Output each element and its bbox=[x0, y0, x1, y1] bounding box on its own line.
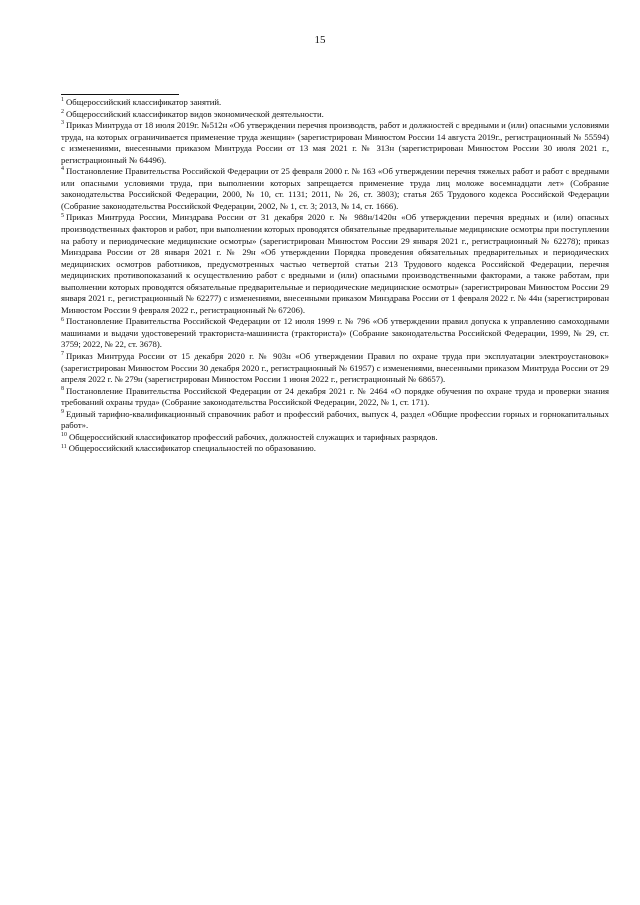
footnote-number: 1 bbox=[61, 97, 64, 104]
footnote-number: 7 bbox=[61, 351, 64, 358]
footnote-text: Общероссийский классификатор профессий рабочих, должностей служащих и тарифных разрядов. bbox=[69, 431, 438, 442]
footnote-8 bbox=[61, 386, 609, 409]
footnote-text: Общероссийский классификатор видов экономической деятельности. bbox=[66, 108, 324, 119]
footnote-number: 4 bbox=[61, 166, 64, 173]
footnote-number: 2 bbox=[61, 108, 64, 115]
footnote-number: 3 bbox=[61, 120, 64, 127]
footnote-number: 6 bbox=[61, 316, 64, 323]
footnote-text: Приказ Минтруда России, Минздрава России от 31 декабря 2020 г. № 988н/1420н «Об утверждении перечня вредных и (или) опасных производственных факторов и работ, при выполнении которых проводятся обязательные предварительные медицинские осмотры при поступлении на работу и периодические медицинские осмотры» (зарегистрирован Минюстом России 29 января 2021 г., регистрационный № 62278); приказ Минздрава России от 28 января 2021 г. № 29н «Об утверждении Порядка проведения обязательных предварительных и периодических медицинских осмотров работников, предусмотренных частью четвертой статьи 213 Трудового кодекса Российской Федерации, перечня медицинских противопоказаний к осуществлению работ с вредными и (или) опасными производственными факторами, а также работам, при выполнении которых проводятся обязательные предварительные и периодические медицинские осмотры» (зарегистрирован Минюстом России 29 января 2021 г., регистрационный № 62277) с изменениями, внесенными приказом Минздрава России от 1 февраля 2022 г. № 44н (зарегистрирован Минюстом России 9 февраля 2022 г., регистрационный № 67206). bbox=[61, 212, 609, 315]
footnote-text: Постановление Правительства Российской Федерации от 25 февраля 2000 г. № 163 «Об утверждении перечня тяжелых работ и работ с вредными или опасными условиями труда, при выполнении которых запрещается применение труда лиц моложе восемнадцати лет» (Собрание законодательства Российской Федерации, 2000, № 10, ст. 1131; 2011, № 26, ст. 3803); статья 265 Трудового кодекса Российской Федерации (Собрание законодательства Российской Федерации, 2002, № 1, ст. 3; 2013, № 14, ст. 1666). bbox=[61, 166, 609, 211]
footnote-text: Общероссийский классификатор занятий. bbox=[66, 97, 222, 107]
page-number: 15 bbox=[314, 34, 326, 46]
footnote-4 bbox=[61, 166, 609, 212]
footnotes-list bbox=[61, 97, 609, 455]
footnote-text: Общероссийский классификатор специальностей по образованию. bbox=[68, 443, 316, 454]
footnote-11 bbox=[61, 443, 609, 455]
footnote-text: Постановление Правительства Российской Федерации от 24 декабря 2021 г. № 2464 «О порядке обучения по охране труда и проверки знания требований охраны труда» (Собрание законодательства Российской Федерации, 2022, № 1, ст. 171). bbox=[61, 385, 609, 408]
footnote-3 bbox=[61, 120, 609, 166]
footnote-5 bbox=[61, 212, 609, 316]
footnote-number: 9 bbox=[61, 408, 64, 415]
footnote-text: Единый тарифно-квалификационный справочник работ и профессий рабочих, выпуск 4, раздел «Общие профессии горных и горнокапитальных работ». bbox=[61, 408, 609, 431]
footnote-6 bbox=[61, 316, 609, 351]
footnote-number: 5 bbox=[61, 212, 64, 219]
footnote-number: 8 bbox=[61, 385, 64, 392]
footnote-2 bbox=[61, 109, 609, 121]
footnote-text: Приказ Минтруда России от 15 декабря 2020 г. № 903н «Об утверждении Правил по охране труда при эксплуатации электроустановок» (зарегистрирован Минюстом России 30 декабря 2020 г., регистрационный № 61957) с изменениями, внесенными приказом Минтруда России от 29 апреля 2022 г. № 279н (зарегистрирован Минюстом России 1 июня 2022 г., регистрационный № 68657). bbox=[61, 351, 609, 385]
footnote-text: Приказ Минтруда от 18 июля 2019г. №512н «Об утверждении перечня производств, работ и должностей с вредными и (или) опасными условиями труда, на которых ограничивается применение труда женщин» (зарегистрирован Минюстом России 14 августа 2019г., регистрационный № 55594) с изменениями, внесенными приказом Минтруда России от 13 мая 2021 г. № 313н (зарегистрирован Минюстом России 30 июля 2021 г., регистрационный № 64496). bbox=[61, 120, 609, 165]
footnote-number: 10 bbox=[61, 431, 67, 438]
footnote-number: 11 bbox=[61, 443, 67, 450]
footnote-1 bbox=[61, 97, 609, 109]
footnote-10 bbox=[61, 432, 609, 444]
footnote-text: Постановление Правительства Российской Федерации от 12 июля 1999 г. № 796 «Об утверждении правил допуска к управлению самоходными машинами и выдачи удостоверений тракториста-машиниста (тракториста)» (Собрание законодательства Российской Федерации, 1999, № 29, ст. 3759; 2022, № 22, ст. 3678). bbox=[61, 316, 609, 350]
footnote-7 bbox=[61, 351, 609, 386]
footnote-separator bbox=[61, 94, 179, 95]
footnote-9 bbox=[61, 409, 609, 432]
